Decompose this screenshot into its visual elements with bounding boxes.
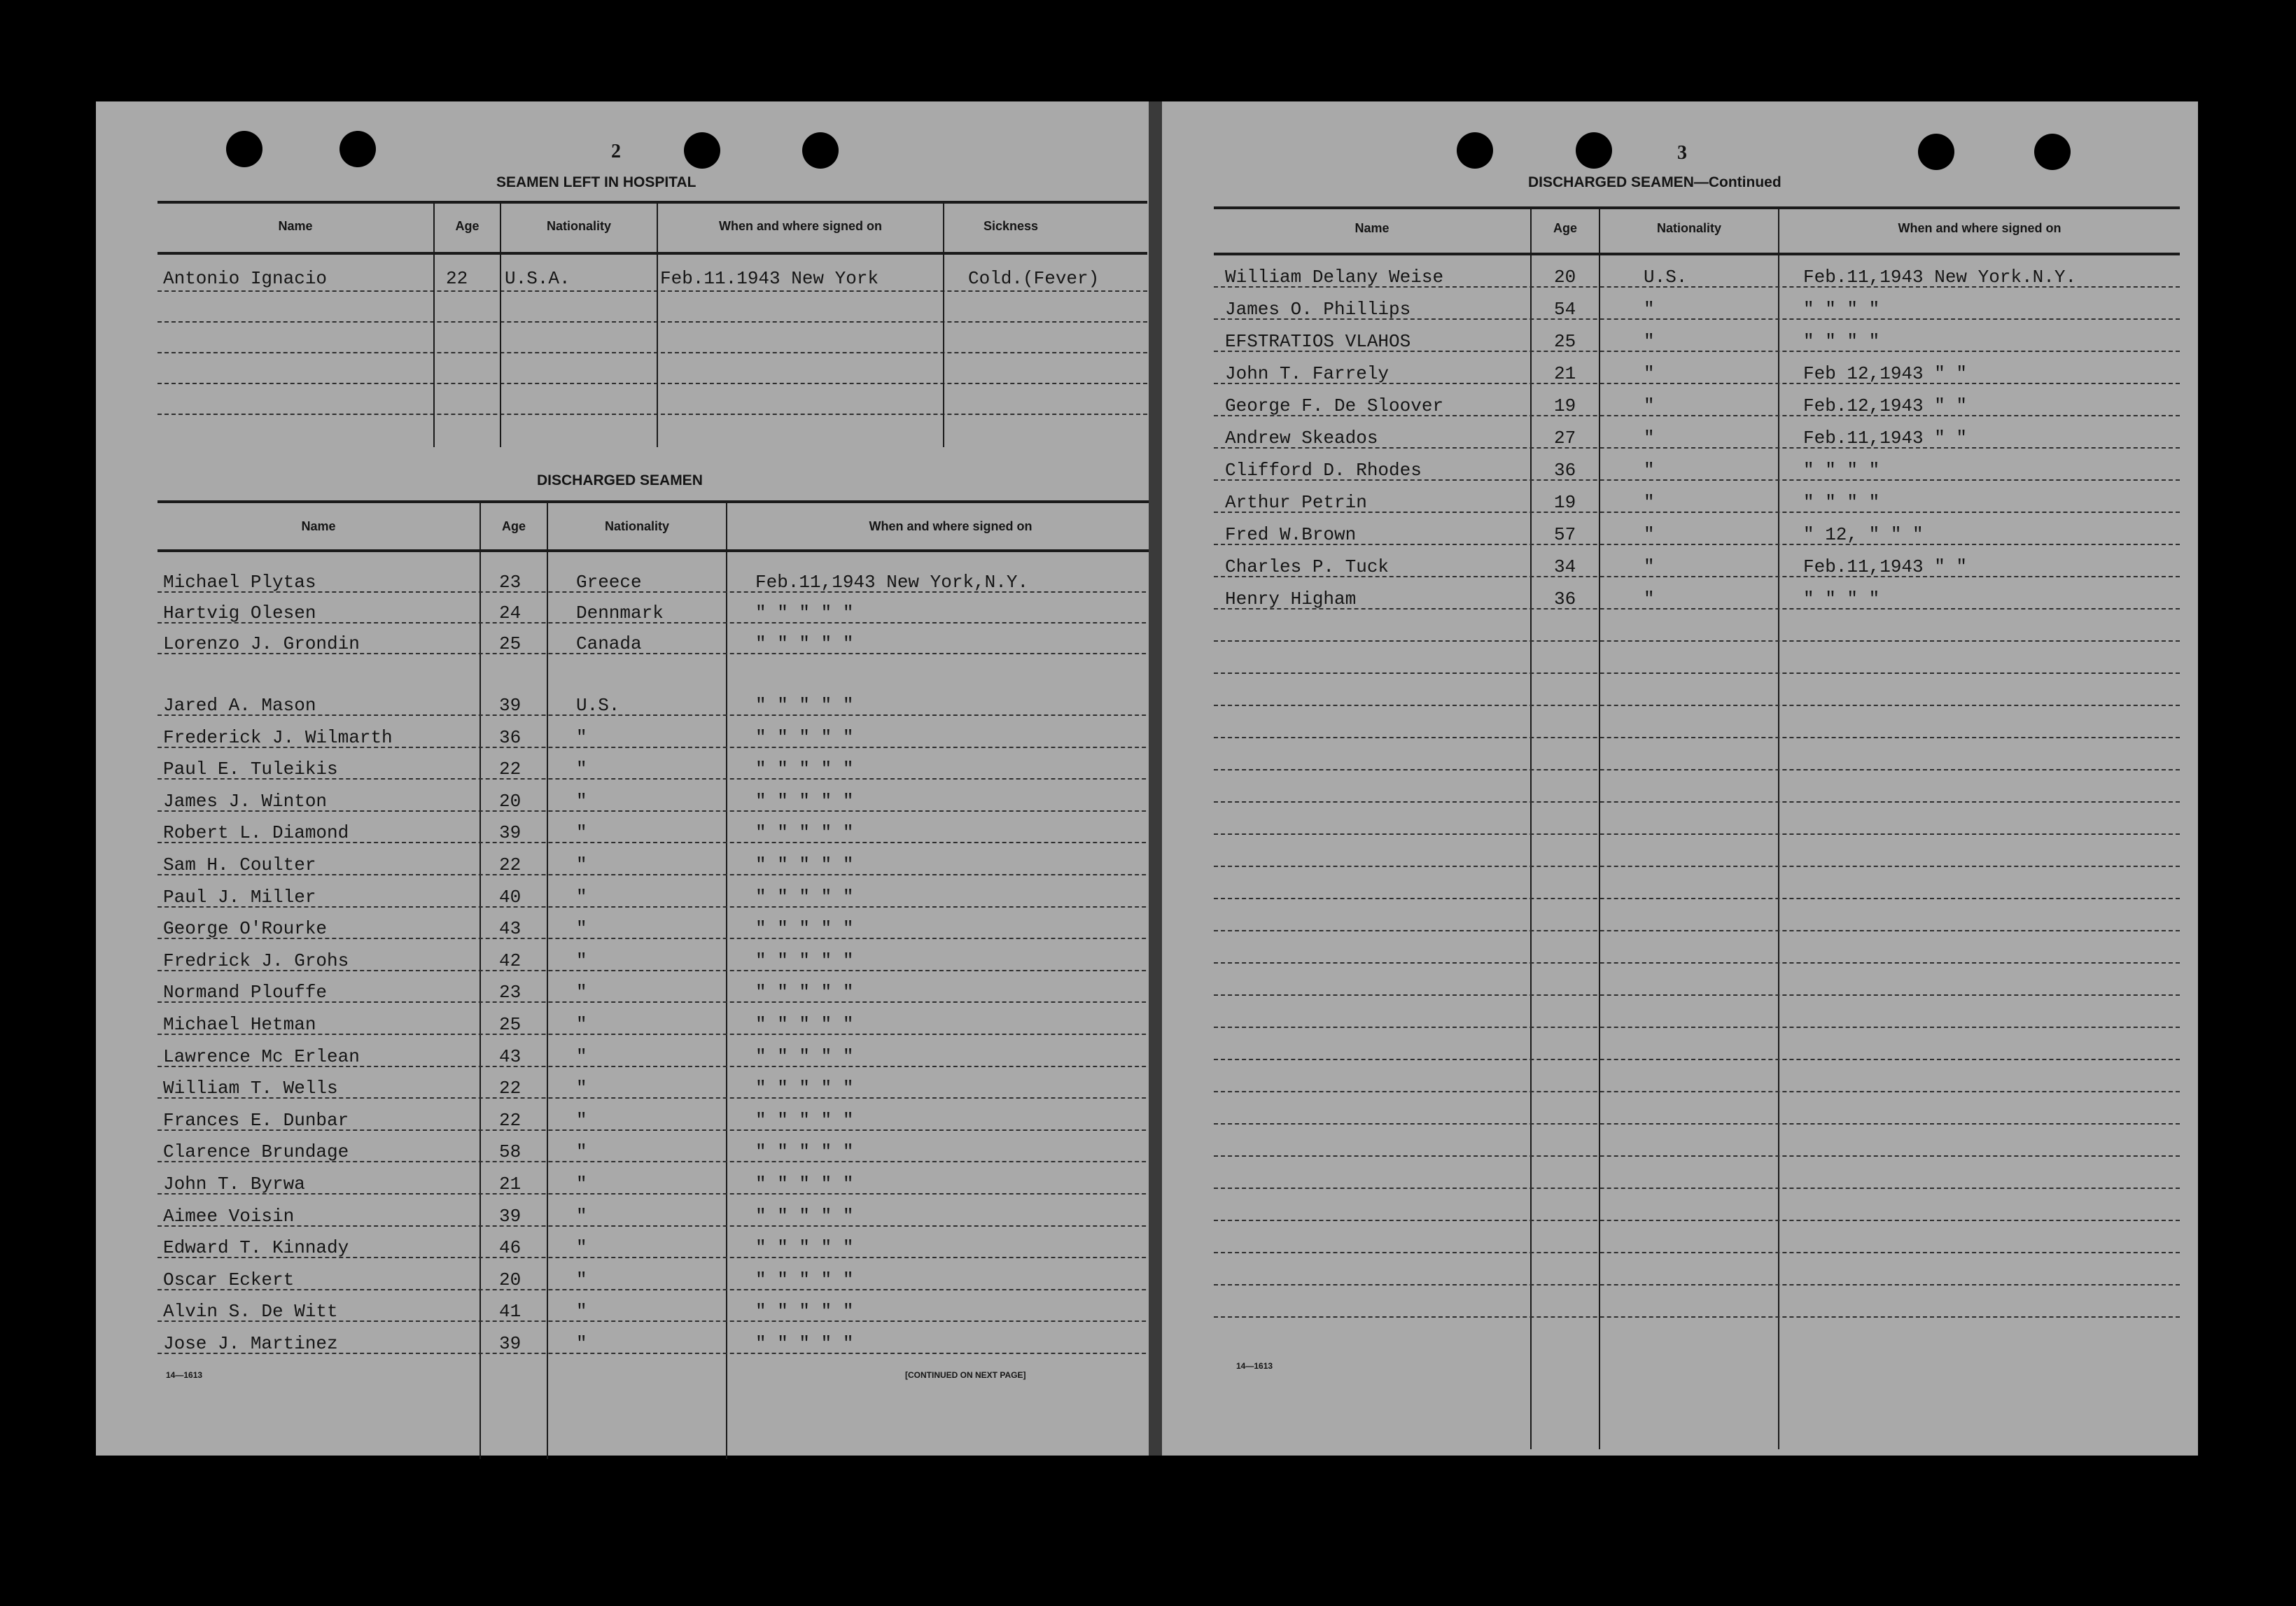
- cell-name: Lorenzo J. Grondin: [163, 633, 360, 654]
- cell-nationality: U.S.A.: [505, 268, 570, 289]
- row-line: [158, 714, 1174, 716]
- row-line: [1214, 1284, 2180, 1285]
- row-line: [1214, 576, 2180, 577]
- hospital-row-line: [158, 414, 1147, 415]
- hospital-table-header-rule: [158, 252, 1147, 255]
- row-line: [1214, 1091, 2180, 1092]
- page-number: 3: [1677, 142, 1687, 164]
- continued-col-divider: [1599, 208, 1600, 1449]
- cell-signed-on: " " " " ": [755, 1174, 854, 1195]
- hospital-col-divider: [943, 202, 944, 447]
- discharged-continued-title: DISCHARGED SEAMEN—Continued: [1528, 174, 1782, 190]
- cell-age: 23: [499, 982, 522, 1003]
- row-line: [1214, 737, 2180, 738]
- cell-signed-on: " " " " ": [755, 1237, 854, 1259]
- row-line: [158, 1193, 1174, 1195]
- cell-nationality: ": [576, 759, 587, 780]
- cell-name: Fred W.Brown: [1225, 524, 1357, 545]
- row-line: [1214, 608, 2180, 610]
- cell-signed-on: " " " " ": [755, 886, 854, 908]
- cell-nationality: ": [1644, 492, 1655, 513]
- cell-age: 19: [1554, 492, 1576, 513]
- row-line: [1214, 1316, 2180, 1318]
- cell-signed-on: " " " " ": [755, 633, 854, 654]
- cell-nationality: ": [576, 1269, 587, 1290]
- cell-age: 57: [1554, 524, 1576, 545]
- cell-name: Lawrence Mc Erlean: [163, 1045, 360, 1067]
- punch-hole: [1457, 132, 1493, 169]
- punch-hole: [802, 132, 839, 169]
- cell-age: 39: [499, 1333, 522, 1354]
- hospital-col-divider: [657, 202, 658, 447]
- row-line: [1214, 544, 2180, 545]
- row-line: [1214, 1220, 2180, 1221]
- row-line: [158, 1097, 1174, 1099]
- continued-table-header-rule: [1214, 253, 2180, 255]
- form-number: 14—1613: [1236, 1361, 1273, 1371]
- cell-signed-on: " " " " ": [755, 695, 854, 716]
- col-header-signed-on: When and where signed on: [1898, 221, 2062, 235]
- row-line: [1214, 640, 2180, 642]
- right-page: [1162, 101, 2198, 1456]
- row-line: [158, 810, 1174, 812]
- discharged-table-top-rule: [158, 500, 1174, 503]
- cell-signed-on: " " " " ": [755, 726, 854, 748]
- row-line: [1214, 994, 2180, 996]
- row-line: [158, 778, 1174, 780]
- cell-nationality: ": [576, 1109, 587, 1131]
- row-line: [158, 842, 1174, 843]
- cell-signed-on: " " " " ": [755, 790, 854, 812]
- cell-name: Andrew Skeados: [1225, 428, 1378, 449]
- row-line: [158, 938, 1174, 939]
- cell-name: Alvin S. De Witt: [163, 1301, 338, 1323]
- punch-hole: [1918, 134, 1954, 170]
- cell-signed-on: " " " " ": [755, 1301, 854, 1323]
- cell-name: Henry Higham: [1225, 589, 1357, 610]
- cell-age: 34: [1554, 556, 1576, 577]
- row-line: [1214, 447, 2180, 449]
- cell-age: 25: [1554, 331, 1576, 352]
- col-header-signed-on: When and where signed on: [718, 219, 882, 233]
- col-header-name: Name: [278, 219, 313, 233]
- cell-age: 22: [499, 854, 522, 875]
- cell-nationality: ": [576, 982, 587, 1003]
- cell-name: Arthur Petrin: [1225, 492, 1367, 513]
- cell-nationality: Dennmark: [576, 603, 664, 624]
- punch-hole: [684, 132, 720, 169]
- cell-nationality: ": [576, 726, 587, 748]
- row-line: [158, 1320, 1174, 1322]
- cell-name: Sam H. Coulter: [163, 854, 316, 875]
- row-line: [1214, 769, 2180, 770]
- cell-nationality: ": [1644, 331, 1655, 352]
- row-line: [1214, 898, 2180, 899]
- page-number: 2: [611, 141, 621, 162]
- row-line: [158, 591, 1174, 593]
- cell-name: Michael Hetman: [163, 1014, 316, 1035]
- cell-sickness: Cold.(Fever): [968, 268, 1100, 289]
- cell-nationality: ": [576, 1205, 587, 1227]
- cell-name: Clarence Brundage: [163, 1141, 349, 1163]
- cell-signed-on: " " " " ": [755, 1141, 854, 1163]
- cell-signed-on: Feb.11,1943 New York,N.Y.: [755, 572, 1029, 593]
- row-line: [1214, 318, 2180, 320]
- row-line: [1214, 351, 2180, 352]
- cell-nationality: U.S.: [1644, 267, 1688, 288]
- discharged-table-header-rule: [158, 549, 1174, 552]
- cell-age: 39: [499, 1205, 522, 1227]
- row-line: [158, 1161, 1174, 1162]
- row-line: [1214, 415, 2180, 416]
- hospital-col-divider: [433, 202, 435, 447]
- cell-signed-on: " " " ": [1803, 299, 1880, 320]
- row-line: [158, 1129, 1174, 1131]
- cell-age: 22: [499, 759, 522, 780]
- col-header-nationality: Nationality: [604, 519, 669, 533]
- cell-age: 43: [499, 918, 522, 940]
- discharged-col-divider: [726, 502, 727, 1459]
- cell-age: 25: [499, 633, 522, 654]
- row-line: [158, 1034, 1174, 1035]
- col-header-name: Name: [1354, 221, 1390, 235]
- cell-age: 22: [499, 1078, 522, 1099]
- cell-name: Clifford D. Rhodes: [1225, 460, 1422, 481]
- row-line: [1214, 705, 2180, 706]
- cell-age: 21: [499, 1174, 522, 1195]
- cell-signed-on: " " " ": [1803, 460, 1880, 481]
- hospital-col-divider: [500, 202, 501, 447]
- row-line: [158, 747, 1174, 748]
- cell-signed-on: " " " " ": [755, 1205, 854, 1227]
- cell-name: George O'Rourke: [163, 918, 328, 940]
- cell-age: 46: [499, 1237, 522, 1259]
- discharged-table-title: DISCHARGED SEAMEN: [537, 472, 703, 488]
- cell-nationality: ": [1644, 363, 1655, 384]
- hospital-row-line: [158, 321, 1147, 323]
- hospital-table-title: SEAMEN LEFT IN HOSPITAL: [496, 174, 696, 190]
- cell-age: 43: [499, 1045, 522, 1067]
- cell-name: Oscar Eckert: [163, 1269, 295, 1290]
- cell-name: John T. Farrely: [1225, 363, 1390, 384]
- cell-signed-on: Feb.11,1943 New York.N.Y.: [1803, 267, 2077, 288]
- row-line: [1214, 866, 2180, 867]
- row-line: [1214, 286, 2180, 288]
- col-header-age: Age: [501, 519, 526, 533]
- cell-nationality: ": [1644, 556, 1655, 577]
- row-line: [1214, 1188, 2180, 1189]
- col-header-age: Age: [455, 219, 479, 233]
- cell-age: 58: [499, 1141, 522, 1163]
- row-line: [158, 653, 1174, 654]
- cell-name: Normand Plouffe: [163, 982, 328, 1003]
- row-line: [158, 1225, 1174, 1227]
- cell-name: Frances E. Dunbar: [163, 1109, 349, 1131]
- cell-signed-on: " " " " ": [755, 603, 854, 624]
- hospital-row-line: [158, 352, 1147, 353]
- cell-nationality: Canada: [576, 633, 642, 654]
- cell-name: George F. De Sloover: [1225, 395, 1444, 416]
- cell-nationality: ": [576, 1141, 587, 1163]
- cell-age: 42: [499, 950, 522, 971]
- cell-signed-on: " " " " ": [755, 1269, 854, 1290]
- cell-nationality: ": [1644, 299, 1655, 320]
- cell-nationality: ": [576, 1045, 587, 1067]
- cell-name: Antonio Ignacio: [163, 268, 328, 289]
- cell-name: Paul E. Tuleikis: [163, 759, 338, 780]
- form-number: 14—1613: [166, 1370, 203, 1380]
- row-line: [1214, 1027, 2180, 1028]
- cell-nationality: ": [1644, 395, 1655, 416]
- cell-signed-on: " " " ": [1803, 492, 1880, 513]
- cell-name: Charles P. Tuck: [1225, 556, 1390, 577]
- cell-signed-on: " 12, " " ": [1803, 524, 1924, 545]
- cell-signed-on: Feb.11.1943 New York: [660, 268, 879, 289]
- row-line: [1214, 930, 2180, 931]
- cell-age: 40: [499, 886, 522, 908]
- row-line: [1214, 1123, 2180, 1125]
- cell-name: Edward T. Kinnady: [163, 1237, 349, 1259]
- row-line: [1214, 479, 2180, 481]
- cell-age: 22: [499, 1109, 522, 1131]
- cell-signed-on: " " " " ": [755, 1333, 854, 1354]
- cell-age: 36: [499, 726, 522, 748]
- cell-name: Jose J. Martinez: [163, 1333, 338, 1354]
- cell-signed-on: Feb.12,1943 " ": [1803, 395, 1968, 416]
- cell-age: 19: [1554, 395, 1576, 416]
- cell-nationality: ": [1644, 460, 1655, 481]
- page-gutter: [1149, 101, 1162, 1456]
- cell-nationality: ": [576, 1078, 587, 1099]
- row-line: [158, 1066, 1174, 1067]
- discharged-col-divider: [547, 502, 548, 1459]
- cell-signed-on: " " " " ": [755, 950, 854, 971]
- cell-nationality: ": [576, 822, 587, 844]
- cell-nationality: ": [1644, 428, 1655, 449]
- cell-signed-on: " " " " ": [755, 1014, 854, 1035]
- row-line: [158, 906, 1174, 908]
- cell-signed-on: " " " ": [1803, 589, 1880, 610]
- cell-signed-on: Feb.11,1943 " ": [1803, 556, 1968, 577]
- punch-hole: [2034, 134, 2071, 170]
- row-line: [158, 1001, 1174, 1003]
- cell-name: Frederick J. Wilmarth: [163, 726, 393, 748]
- cell-nationality: ": [576, 918, 587, 940]
- cell-signed-on: " " " " ": [755, 918, 854, 940]
- cell-nationality: ": [576, 854, 587, 875]
- cell-name: EFSTRATIOS VLAHOS: [1225, 331, 1411, 352]
- cell-name: Robert L. Diamond: [163, 822, 349, 844]
- hospital-row-line: [158, 383, 1147, 384]
- cell-age: 25: [499, 1014, 522, 1035]
- cell-age: 23: [499, 572, 522, 593]
- row-line: [158, 1289, 1174, 1290]
- cell-age: 24: [499, 603, 522, 624]
- cell-name: William Delany Weise: [1225, 267, 1444, 288]
- col-header-name: Name: [301, 519, 336, 533]
- col-header-sickness: Sickness: [983, 219, 1039, 233]
- cell-age: 41: [499, 1301, 522, 1323]
- cell-age: 54: [1554, 299, 1576, 320]
- punch-hole: [226, 131, 262, 167]
- cell-nationality: ": [576, 1174, 587, 1195]
- col-header-nationality: Nationality: [1656, 221, 1721, 235]
- cell-name: James O. Phillips: [1225, 299, 1411, 320]
- cell-age: 20: [499, 790, 522, 812]
- row-line: [158, 970, 1174, 971]
- punch-hole: [340, 131, 376, 167]
- cell-name: Jared A. Mason: [163, 695, 316, 716]
- col-header-nationality: Nationality: [546, 219, 611, 233]
- cell-nationality: U.S.: [576, 695, 620, 716]
- col-header-age: Age: [1553, 221, 1577, 235]
- cell-signed-on: " " " " ": [755, 1078, 854, 1099]
- continued-table-top-rule: [1214, 206, 2180, 209]
- cell-signed-on: " " " " ": [755, 982, 854, 1003]
- continued-note: [CONTINUED ON NEXT PAGE]: [905, 1370, 1026, 1380]
- cell-nationality: ": [1644, 524, 1655, 545]
- continued-col-divider: [1530, 208, 1532, 1449]
- cell-age: 21: [1554, 363, 1576, 384]
- cell-age: 20: [499, 1269, 522, 1290]
- cell-name: Hartvig Olesen: [163, 603, 316, 624]
- row-line: [158, 622, 1174, 624]
- cell-age: 39: [499, 695, 522, 716]
- row-line: [1214, 1252, 2180, 1253]
- cell-nationality: Greece: [576, 572, 642, 593]
- cell-age: 36: [1554, 589, 1576, 610]
- cell-nationality: ": [576, 790, 587, 812]
- cell-name: John T. Byrwa: [163, 1174, 305, 1195]
- cell-signed-on: Feb 12,1943 " ": [1803, 363, 1968, 384]
- cell-age: 20: [1554, 267, 1576, 288]
- cell-age: 22: [446, 268, 468, 289]
- cell-signed-on: " " " " ": [755, 854, 854, 875]
- punch-hole: [1576, 132, 1612, 169]
- row-line: [1214, 833, 2180, 835]
- left-page: [96, 101, 1149, 1456]
- cell-nationality: ": [576, 1301, 587, 1323]
- cell-signed-on: " " " " ": [755, 1045, 854, 1067]
- cell-age: 36: [1554, 460, 1576, 481]
- cell-name: Fredrick J. Grohs: [163, 950, 349, 971]
- cell-nationality: ": [576, 1237, 587, 1259]
- cell-nationality: ": [576, 950, 587, 971]
- cell-age: 39: [499, 822, 522, 844]
- row-line: [158, 1353, 1174, 1354]
- row-line: [1214, 1059, 2180, 1060]
- row-line: [1214, 383, 2180, 384]
- cell-signed-on: " " " " ": [755, 759, 854, 780]
- row-line: [1214, 1155, 2180, 1157]
- row-line: [1214, 512, 2180, 513]
- cell-signed-on: " " " " ": [755, 1109, 854, 1131]
- row-line: [158, 874, 1174, 875]
- cell-nationality: ": [576, 886, 587, 908]
- cell-name: Aimee Voisin: [163, 1205, 295, 1227]
- cell-name: Paul J. Miller: [163, 886, 316, 908]
- hospital-table-top-rule: [158, 201, 1147, 204]
- hospital-row-line: [158, 290, 1147, 292]
- continued-col-divider: [1778, 208, 1779, 1449]
- cell-signed-on: " " " ": [1803, 331, 1880, 352]
- row-line: [1214, 672, 2180, 674]
- cell-name: Michael Plytas: [163, 572, 316, 593]
- col-header-signed-on: When and where signed on: [869, 519, 1032, 533]
- cell-name: William T. Wells: [163, 1078, 338, 1099]
- discharged-col-divider: [479, 502, 481, 1459]
- row-line: [158, 1257, 1174, 1258]
- cell-age: 27: [1554, 428, 1576, 449]
- cell-signed-on: " " " " ": [755, 822, 854, 844]
- row-line: [1214, 962, 2180, 964]
- row-line: [1214, 801, 2180, 803]
- cell-nationality: ": [576, 1014, 587, 1035]
- cell-nationality: ": [576, 1333, 587, 1354]
- cell-signed-on: Feb.11,1943 " ": [1803, 428, 1968, 449]
- cell-name: James J. Winton: [163, 790, 328, 812]
- cell-nationality: ": [1644, 589, 1655, 610]
